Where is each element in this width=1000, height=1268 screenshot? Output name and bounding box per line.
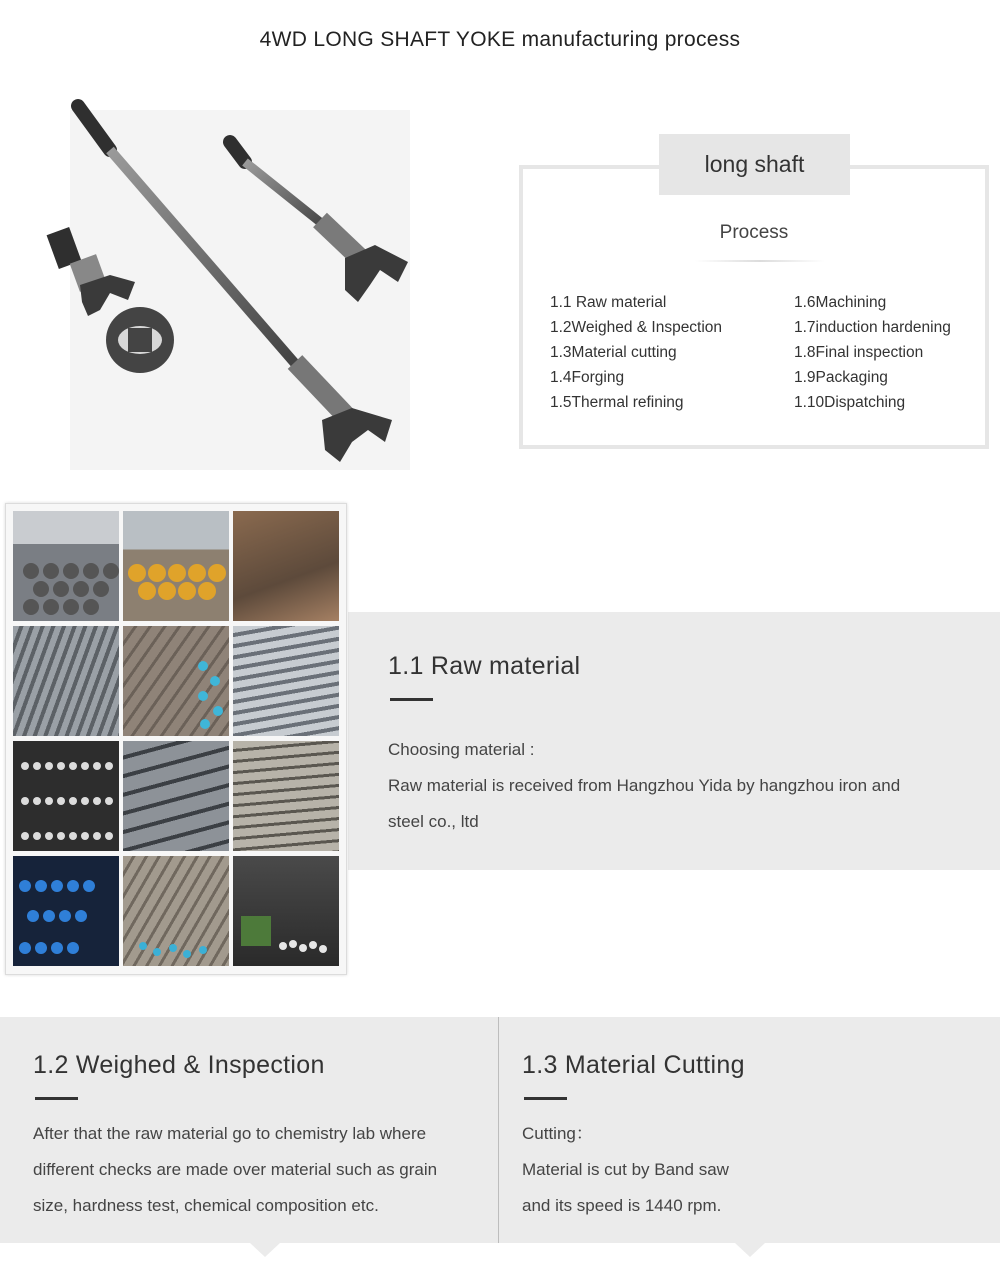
process-step: 1.7induction hardening [794, 319, 951, 336]
process-step: 1.1 Raw material [550, 294, 667, 311]
process-step: 1.4Forging [550, 369, 625, 386]
panel-notch [250, 1243, 280, 1257]
raw-material-line: Raw material is received from Hangzhou Yida by hangzhou iron and [388, 776, 901, 795]
cutting-line: and its speed is 1440 rpm. [522, 1196, 722, 1215]
cutting-line: Cutting： [522, 1124, 593, 1143]
weighed-line: size, hardness test, chemical composition etc. [33, 1196, 379, 1215]
page-title: 4WD LONG SHAFT YOKE manufacturing process [259, 28, 741, 51]
process-step: 1.3Material cutting [550, 344, 677, 361]
cutting-heading: 1.3 Material Cutting [522, 1051, 745, 1079]
cutting-text [522, 1116, 962, 1224]
process-steps-right [794, 290, 951, 415]
panel-divider [498, 1017, 499, 1243]
heading-underline [390, 698, 433, 701]
process-step: 1.6Machining [794, 294, 887, 311]
process-step: 1.8Final inspection [794, 344, 924, 361]
heading-underline [524, 1097, 567, 1100]
photo-tile [123, 856, 229, 966]
process-divider [695, 260, 825, 262]
raw-material-text [388, 732, 978, 840]
raw-material-photo-grid [5, 503, 347, 975]
process-step: 1.9Packaging [794, 369, 888, 386]
process-steps-left [550, 290, 722, 415]
panel-notch [735, 1243, 765, 1257]
process-step: 1.10Dispatching [794, 394, 906, 411]
raw-material-heading: 1.1 Raw material [388, 652, 581, 680]
photo-tile [13, 856, 119, 966]
photo-tile [13, 626, 119, 736]
photo-tile [233, 626, 339, 736]
photo-tile [123, 741, 229, 851]
product-image [40, 90, 420, 470]
photo-tile [123, 626, 229, 736]
photo-tile [13, 741, 119, 851]
heading-underline [35, 1097, 78, 1100]
process-step: 1.2Weighed & Inspection [550, 319, 723, 336]
process-tab-label: long shaft [659, 134, 850, 195]
photo-tile [123, 511, 229, 621]
shaft-illustration [40, 90, 420, 470]
photo-tile [233, 741, 339, 851]
cutting-line: Material is cut by Band saw [522, 1160, 729, 1179]
raw-material-line: Choosing material : [388, 740, 535, 759]
photo-tile [233, 856, 339, 966]
photo-tile [233, 511, 339, 621]
weighed-heading: 1.2 Weighed & Inspection [33, 1051, 325, 1079]
weighed-text [33, 1116, 493, 1224]
process-subtitle: Process [719, 222, 789, 243]
process-step: 1.5Thermal refining [550, 394, 684, 411]
weighed-line: After that the raw material go to chemistry lab where [33, 1124, 427, 1143]
photo-tile [13, 511, 119, 621]
raw-material-line: steel co., ltd [388, 812, 479, 831]
weighed-line: different checks are made over material such as grain [33, 1160, 438, 1179]
